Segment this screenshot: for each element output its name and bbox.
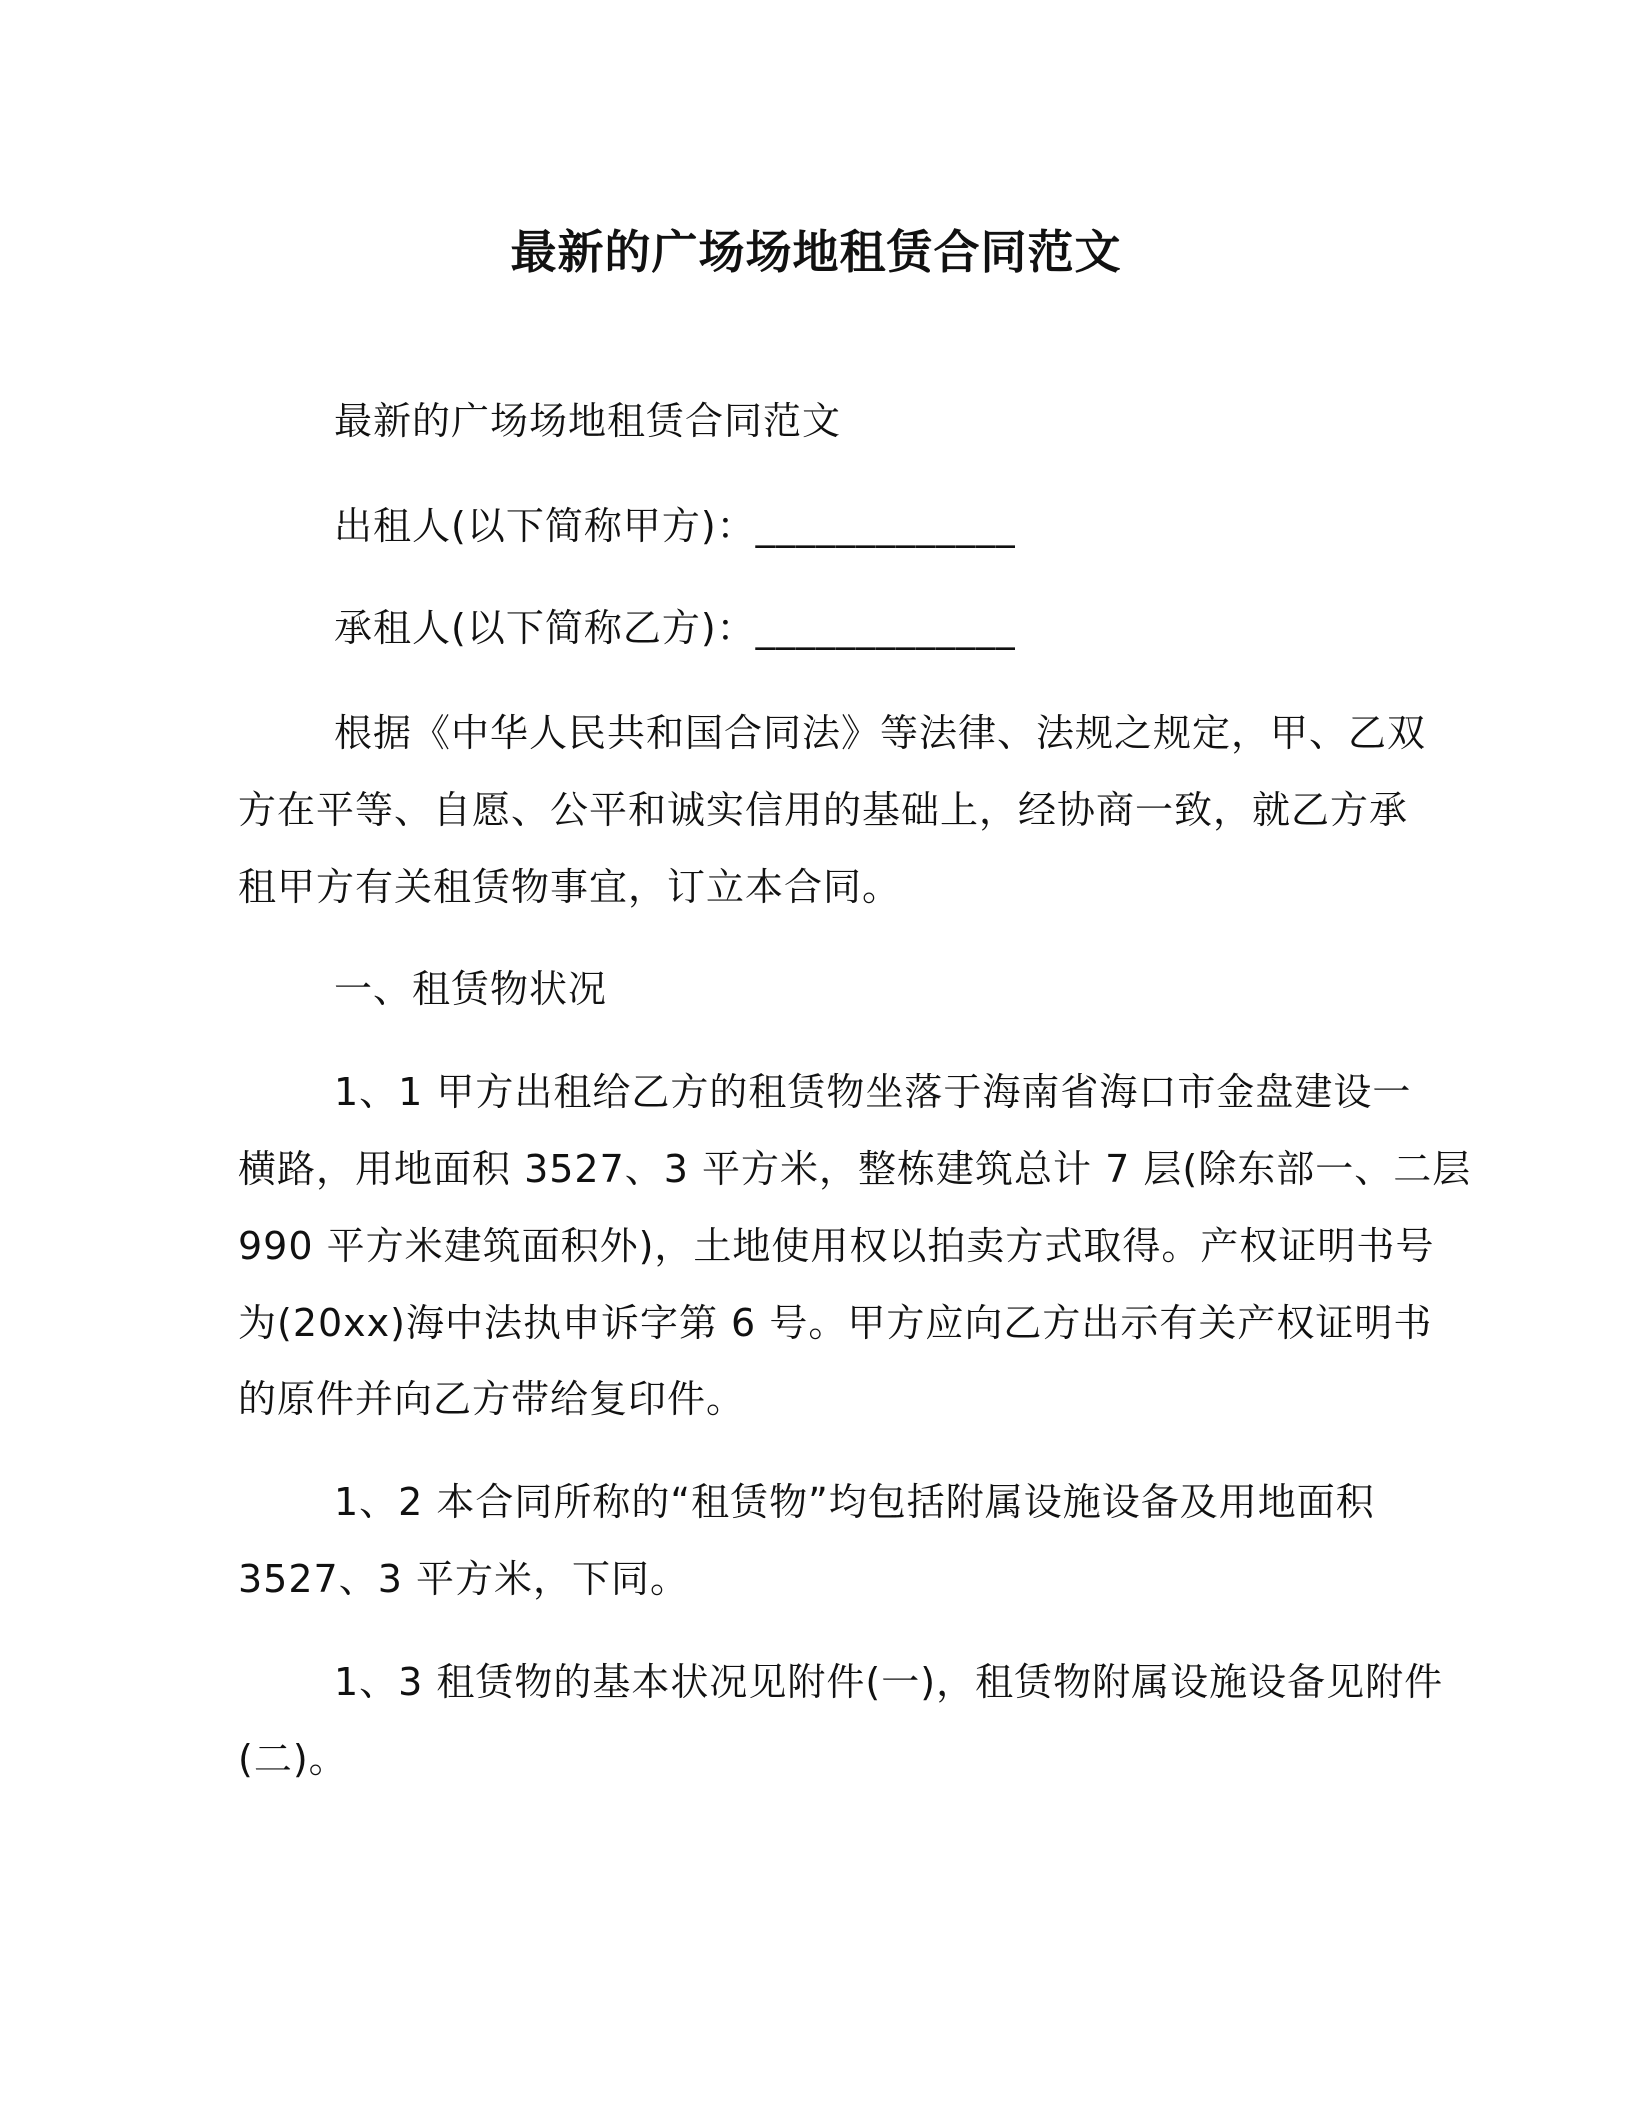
clause-1-1-line-1: 1、1 甲方出租给乙方的租赁物坐落于海南省海口市金盘建设一 xyxy=(334,1070,1412,1114)
preamble-line-2: 方在平等、自愿、公平和诚实信用的基础上，经协商一致，就乙方承 xyxy=(238,788,1409,832)
clause-1-3-line-1: 1、3 租赁物的基本状况见附件(一)，租赁物附属设施设备见附件 xyxy=(334,1660,1444,1704)
clause-1-2-line-1: 1、2 本合同所称的“租赁物”均包括附属设施设备及用地面积 xyxy=(334,1480,1375,1524)
clause-1-1-line-3: 990 平方米建筑面积外)，土地使用权以拍卖方式取得。产权证明书号 xyxy=(238,1224,1435,1268)
clause-1-1-line-5: 的原件并向乙方带给复印件。 xyxy=(238,1377,746,1421)
lessee-line: 承租人(以下简称乙方)：_____________ xyxy=(334,606,1016,650)
clause-1-3-line-2: (二)。 xyxy=(238,1737,348,1781)
subtitle-line: 最新的广场场地租赁合同范文 xyxy=(334,399,842,443)
clause-1-2-line-2: 3527、3 平方米，下同。 xyxy=(238,1557,689,1601)
preamble-line-1: 根据《中华人民共和国合同法》等法律、法规之规定，甲、乙双 xyxy=(334,711,1427,755)
preamble-line-3: 租甲方有关租赁物事宜，订立本合同。 xyxy=(238,865,902,909)
lessor-line: 出租人(以下简称甲方)：_____________ xyxy=(334,504,1016,548)
clause-1-1-line-2: 横路，用地面积 3527、3 平方米，整栋建筑总计 7 层(除东部一、二层 xyxy=(238,1147,1472,1191)
section-heading: 一、租赁物状况 xyxy=(334,967,608,1011)
clause-1-1-line-4: 为(20xx)海中法执申诉字第 6 号。甲方应向乙方出示有关产权证明书 xyxy=(238,1301,1433,1345)
document-title: 最新的广场场地租赁合同范文 xyxy=(510,225,1122,279)
